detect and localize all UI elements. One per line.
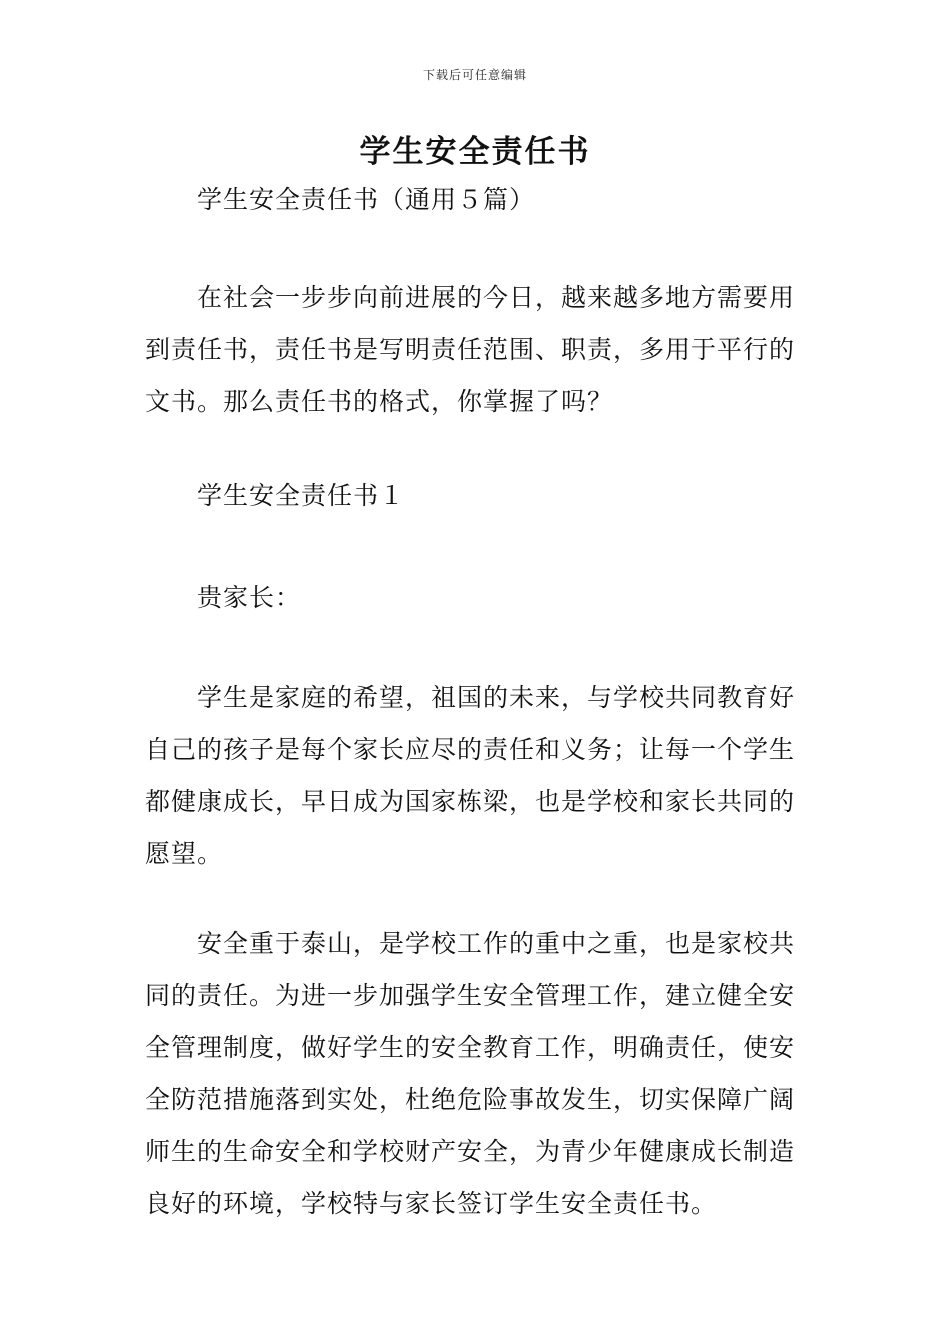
document-subtitle: 学生安全责任书（通用５篇） [197,185,536,214]
intro-paragraph: 在社会一步步向前进展的今日，越来越多地方需要用到责任书，责任书是写明责任范围、职责，多用于平行的文书。那么责任书的格式，你掌握了吗？ [145,283,796,416]
body-paragraph-2: 安全重于泰山，是学校工作的重中之重，也是家校共同的责任。为进一步加强学生安全管理工作，建立健全安全管理制度，做好学生的安全教育工作，明确责任，使安全防范措施落到实处，杜绝危险事故发生，切实保障广阔师生的生命安全和学校财产安全，为青少年健康成长制造良好的环境，学校特与家长签订学生安全责任书。 [145,929,796,1218]
salutation: 贵家长： [197,583,302,612]
body-paragraph-1: 学生是家庭的希望，祖国的未来，与学校共同教育好自己的孩子是每个家长应尽的责任和义务；让每一个学生都健康成长，早日成为国家栋梁，也是学校和家长共同的愿望。 [145,683,796,868]
section-heading: 学生安全责任书１ [197,481,406,510]
header-note: 下载后可任意编辑 [422,68,527,82]
document-title: 学生安全责任书 [359,134,591,170]
